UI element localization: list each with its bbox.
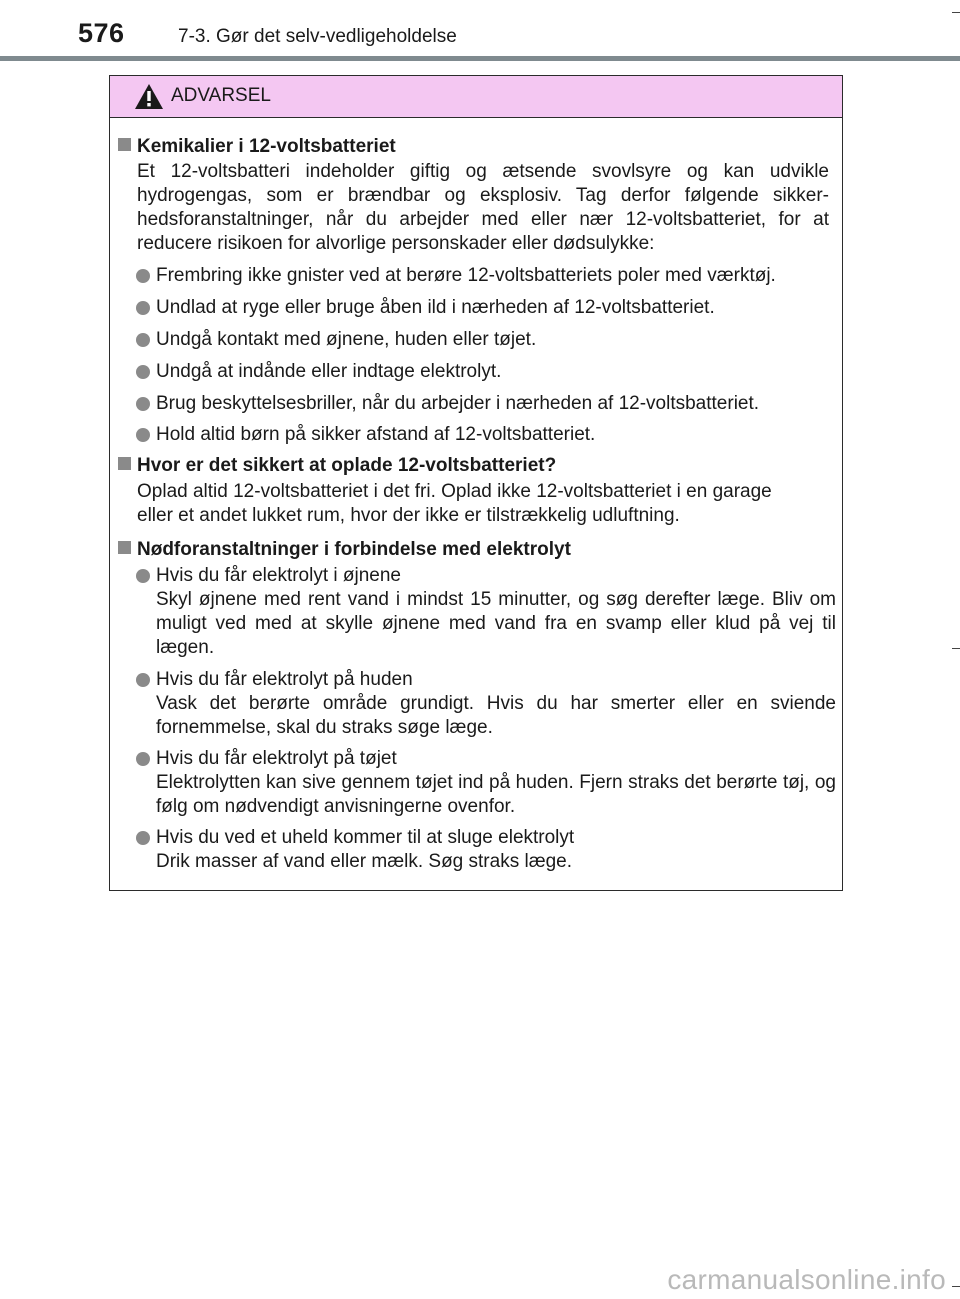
bullet-dot-icon xyxy=(136,673,150,687)
section-title: 7-3. Gør det selv-vedligeholdelse xyxy=(178,26,457,47)
bullet-dot-icon xyxy=(136,269,150,283)
bullet-dot-icon xyxy=(136,569,150,583)
page-header xyxy=(0,0,960,64)
bullet-dot-icon xyxy=(136,397,150,411)
bullet-dot-icon xyxy=(136,333,150,347)
square-bullet-icon xyxy=(118,541,131,554)
bullet-dot-icon xyxy=(136,428,150,442)
section-heading-chemicals: Kemikalier i 12-voltsbatteriet xyxy=(118,135,396,159)
warning-header xyxy=(110,76,842,118)
section-heading-charging: Hvor er det sikkert at oplade 12-voltsbatteriet? xyxy=(118,454,556,478)
page-number: 576 xyxy=(78,18,125,48)
warning-title: ADVARSEL xyxy=(171,85,271,106)
bullet-dot-icon xyxy=(136,301,150,315)
warning-box: ADVARSEL Kemikalier i 12-voltsbatteriet Et 12-voltsbatteri indeholder giftig og ætsende svovlsyre og kan udvikle hydrogengas, som er brændbar og eksplosiv. Tag derfor følgende sikker-hedsforanstaltninger, når du arbejder med eller nær 12-voltsbatteriet, for at reducere risikoen for alvorlige personskader eller dødsulykke: Frembring ikke gnister ved at berøre 12-voltsbatteriets poler med værktøj. Undlad at ryge eller bruge åben ild i nærheden af 12-voltsbatteriet. Undgå kontakt med øjnene, huden eller tøjet. Undgå at indånde eller indtage elektrolyt. Brug beskyttelsesbriller, når du arbejder i nærheden af 12-voltsbatteriet. Hold altid børn på sikker afstand af 12-voltsbatteriet. Hvor er det sikkert at oplade 12-voltsbatteriet? Oplad altid 12-voltsbatteriet i det fri. Oplad ikke 12-voltsbatteriet i en garage eller et andet lukket rum, hvor der ikke er tilstrækkelig udluftning. Nødforanstaltninger i forbindelse med elektrolyt Hvis du får elektrolyt i øjnene Skyl øjnene med rent vand i mindst 15 minutter, og søg derefter læge. Bliv om muligt ved med at skylle øjnene med vand fra en svamp eller klud på vej til lægen. Hvis du får elektrolyt på huden Vask det berørte område grundigt. Hvis du har smerter eller en sviende fornemmelse, skal du straks søge læge. Hvis du får elektrolyt på tøjet Elektrolytten kan sive gennem tøjet ind på huden. Fjern straks det berørte tøj, og følg om nødvendigt anvisningerne ovenfor. Hvis du ved et uheld kommer til at sluge elektrolyt Drik masser af vand eller mælk. Søg straks læge. xyxy=(109,75,843,891)
bullet-dot-icon xyxy=(136,831,150,845)
crop-mark xyxy=(952,12,960,13)
warning-triangle-icon xyxy=(134,83,164,110)
crop-mark xyxy=(952,648,960,649)
square-bullet-icon xyxy=(118,138,131,151)
chemicals-paragraph: Et 12-voltsbatteri indeholder giftig og ætsende svovlsyre og kan udvikle hydrogengas, som er brændbar og eksplosiv. Tag derfor følgende sikker-hedsforanstaltninger, når du arbejder med eller nær 12-voltsbatteriet, for at reducere risikoen for alvorlige personskader eller dødsulykke: xyxy=(137,161,829,254)
bullet-dot-icon xyxy=(136,752,150,766)
watermark-text: carmanualsonline.info xyxy=(667,1264,946,1295)
charging-paragraph: Oplad altid 12-voltsbatteriet i det fri. Oplad ikke 12-voltsbatteriet i en garage eller et andet lukket rum, hvor der ikke er tilstrækkelig udluftning. xyxy=(137,481,772,526)
section-heading-emergency: Nødforanstaltninger i forbindelse med elektrolyt xyxy=(118,538,571,562)
header-rule xyxy=(0,56,960,61)
bullet-dot-icon xyxy=(136,365,150,379)
square-bullet-icon xyxy=(118,457,131,470)
crop-mark xyxy=(952,1286,960,1287)
